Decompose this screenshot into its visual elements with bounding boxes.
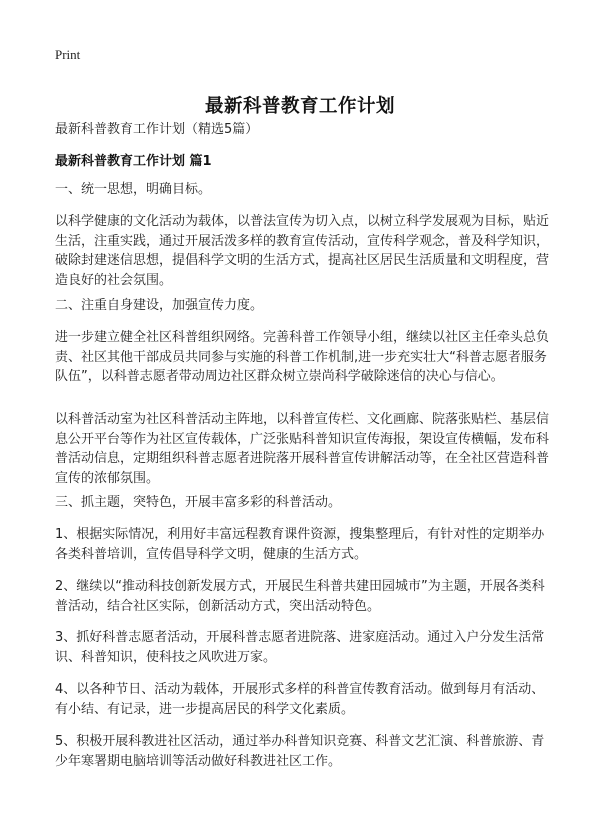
list-item-2: 2、继续以“推动科技创新发展方式，开展民生科普共建田园城市”为主题，开展各类科普活动，结合社区实际，创新活动方式，突出活动特色。: [55, 579, 545, 614]
list-item-5: 5、积极开展科教进社区活动，通过举办科普知识竞赛、科普文艺汇演、科普旅游、青少年寒署期电脑培训等活动做好科教进社区工作。: [55, 734, 545, 769]
paragraph-goal-body: 以科学健康的文化活动为载体，以普法宣传为切入点，以树立科学发展观为目标，贴近生活，注重实践，通过开展活泼多样的教育宣传活动，宣传科学观念，普及科学知识，破除封建迷信思想，提倡科学文明的生活方式，提高社区居民生活质量和文明程度，营造良好的社会氛围。: [55, 214, 550, 288]
paragraph-goal-heading: 一、统一思想，明确目标。: [55, 182, 212, 197]
document-subtitle: 最新科普教育工作计划（精选5篇）: [55, 122, 259, 137]
paragraph-construction-body: 进一步建立健全社区科普组织网络。完善科普工作领导小组，继续以社区主任牵头总负责、社区其他干部成员共同参与实施的科普工作机制,进一步充实壮大“科普志愿者服务队伍”，以科普志愿者带动周边社区群众树立崇尚科学破除迷信的决心与信心。: [55, 330, 550, 384]
paragraph-theme-heading: 三、抓主题，突特色，开展丰富多彩的科普活动。: [55, 495, 342, 510]
print-link[interactable]: Print: [55, 47, 81, 62]
page-title: 最新科普教育工作计划: [204, 96, 395, 118]
section-heading: 最新科普教育工作计划 篇1: [55, 154, 212, 169]
list-item-4: 4、以各种节日、活动为载体，开展形式多样的科普宣传教育活动。做到每月有活动、有小结、有记录，进一步提高居民的科学文化素质。: [55, 682, 545, 717]
paragraph-activity-room: 以科普活动室为社区科普活动主阵地，以科普宣传栏、文化画廊、院落张贴栏、基层信息公开平台等作为社区宣传载体，广泛张贴科普知识宣传海报，架设宣传横幅，发布科普活动信息，定期组织科普志愿者进院落开展科普宣传讲解活动等，在全社区营造科普宣传的浓郁氛围。: [55, 412, 550, 486]
list-item-1: 1、根据实际情况，利用好丰富远程教育课件资源，搜集整理后，有针对性的定期举办各类科普培训，宣传倡导科学文明，健康的生活方式。: [55, 527, 545, 562]
paragraph-construction-heading: 二、注重自身建设，加强宣传力度。: [55, 298, 264, 313]
list-item-3: 3、抓好科普志愿者活动，开展科普志愿者进院落、进家庭活动。通过入户分发生活常识、科普知识，使科技之风吹进万家。: [55, 630, 545, 665]
